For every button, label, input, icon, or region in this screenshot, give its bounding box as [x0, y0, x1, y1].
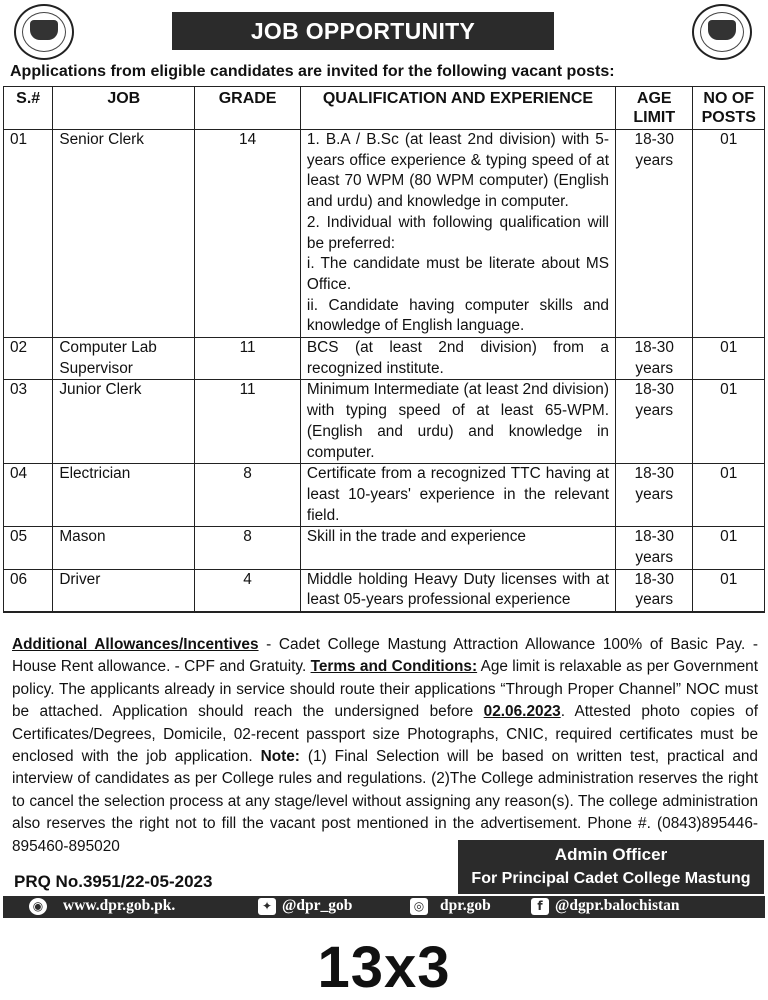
- cell-sno: 06: [4, 569, 53, 612]
- application-deadline: 02.06.2023: [483, 703, 561, 721]
- header-job: JOB: [53, 87, 195, 130]
- page-title: JOB OPPORTUNITY: [172, 12, 554, 50]
- cell-qualification: Skill in the trade and experience: [300, 527, 615, 569]
- globe-icon: ◉: [29, 898, 47, 915]
- qualification-line: i. The candidate must be literate about MS Office.: [306, 255, 609, 293]
- footer-social-bar: [3, 896, 765, 918]
- header-age-line1: AGE: [636, 90, 672, 107]
- table-row: [4, 380, 765, 464]
- signature-institution: For Principal Cadet College Mastung: [471, 870, 751, 887]
- facebook-icon: f: [531, 898, 549, 915]
- cell-job: Electrician: [53, 464, 195, 527]
- cell-sno: 02: [4, 338, 53, 380]
- table-row: [4, 464, 765, 527]
- cell-age-limit: 18-30 years: [615, 569, 693, 612]
- cell-qualification: Certificate from a recognized TTC having at least 10-years' experience in the relevant field.: [300, 464, 615, 527]
- instagram-icon: ◎: [410, 898, 428, 915]
- cell-posts: 01: [693, 569, 765, 612]
- header-qualification: QUALIFICATION AND EXPERIENCE: [300, 87, 615, 130]
- cell-qualification: Minimum Intermediate (at least 2nd division) with typing speed of at least 65-WPM. (English and urdu) and knowledge in computer.: [300, 380, 615, 464]
- qualification-line: ii. Candidate having computer skills and knowledge of English language.: [306, 296, 609, 335]
- cell-sno: 04: [4, 464, 53, 527]
- header-age-line2: LIMIT: [633, 109, 676, 126]
- jobs-table: [3, 86, 765, 613]
- cell-job: Senior Clerk: [53, 130, 195, 338]
- cell-age-limit: 18-30 years: [615, 338, 693, 380]
- cell-job: Junior Clerk: [53, 380, 195, 464]
- footer-website[interactable]: www.dpr.gob.pk.: [63, 897, 176, 914]
- cell-grade: 8: [195, 527, 301, 569]
- cell-grade: 8: [195, 464, 301, 527]
- prq-number: PRQ No.3951/22-05-2023: [14, 872, 213, 891]
- cell-grade: 11: [195, 338, 301, 380]
- cell-sno: 03: [4, 380, 53, 464]
- intro-text: Applications from eligible candidates are invited for the following vacant posts:: [10, 63, 615, 80]
- footer-facebook[interactable]: @dgpr.balochistan: [555, 897, 680, 914]
- cell-posts: 01: [693, 130, 765, 338]
- cell-qualification: Middle holding Heavy Duty licenses with at least 05-years professional experience: [300, 569, 615, 612]
- cell-posts: 01: [693, 338, 765, 380]
- header-age-limit: [615, 87, 693, 130]
- college-logo: [14, 4, 74, 60]
- cell-qualification: BCS (at least 2nd division) from a recognized institute.: [300, 338, 615, 380]
- terms-text: Age limit is relaxable as per Government policy. The applicants already in service should route their applications “Through Proper Channel” NOC must be attached. Application should reach the undersigned before: [12, 658, 758, 721]
- ad-size-label: 13x3: [317, 935, 451, 1000]
- header-posts-line2: POSTS: [701, 109, 756, 126]
- cell-age-limit: 18-30 years: [615, 464, 693, 527]
- header-posts-line1: NO OF: [703, 90, 755, 107]
- cell-grade: 14: [195, 130, 301, 338]
- qualification-line: 1. B.A / B.Sc (at least 2nd division) with 5-years office experience & typing speed of at least 70 WPM (80 WPM computer) (English and urdu) and knowledge in computer.: [306, 131, 609, 211]
- cell-posts: 01: [693, 380, 765, 464]
- table-header-row: [4, 87, 765, 130]
- table-row: [4, 569, 765, 612]
- table-row: [4, 338, 765, 380]
- cell-sno: 05: [4, 527, 53, 569]
- cell-qualification: [300, 130, 615, 338]
- signature-title: Admin Officer: [554, 845, 668, 864]
- cell-posts: 01: [693, 527, 765, 569]
- cell-job: Driver: [53, 569, 195, 612]
- cell-sno: 01: [4, 130, 53, 338]
- terms-text-continued: . Attested photo copies of Certificates/Degrees, Domicile, 02-recent passport size Photographs, CNIC, required certificates must be enclosed with the job application.: [12, 703, 758, 766]
- terms-and-conditions: [12, 634, 758, 858]
- balochistan-govt-emblem: [692, 4, 752, 60]
- header-grade: GRADE: [195, 87, 301, 130]
- cell-posts: 01: [693, 464, 765, 527]
- qualification-line: 2. Individual with following qualification will be preferred:: [306, 213, 609, 252]
- twitter-icon: ✦: [258, 898, 276, 915]
- cell-grade: 4: [195, 569, 301, 612]
- cell-age-limit: 18-30 years: [615, 527, 693, 569]
- allowances-text: - Cadet College Mastung Attraction Allowance 100% of Basic Pay. - House Rent allowance. - CPF and Gratuity.: [12, 636, 758, 676]
- header-no-of-posts: [693, 87, 765, 130]
- table-row: [4, 527, 765, 569]
- footer-instagram[interactable]: dpr.gob: [440, 897, 491, 914]
- cell-age-limit: 18-30 years: [615, 380, 693, 464]
- header-sno: S.#: [4, 87, 53, 130]
- cell-job: Computer Lab Supervisor: [53, 338, 195, 380]
- cell-grade: 11: [195, 380, 301, 464]
- table-row: [4, 130, 765, 338]
- signature-block: [458, 840, 764, 894]
- footer-twitter[interactable]: @dpr_gob: [282, 897, 353, 914]
- cell-job: Mason: [53, 527, 195, 569]
- note-text: (1) Final Selection will be based on written test, practical and interview of candidates as per College rules and regulations. (2)The College administration reserves the right to cancel the selection process at any stage/level without assigning any reason(s). The college administration also reserves the right not to fill the vacant post mentioned in the advertisement. Phone #. (0843)895446-895460-895020: [12, 748, 758, 855]
- note-heading: Note:: [260, 748, 300, 766]
- terms-heading: Terms and Conditions:: [310, 658, 478, 676]
- allowances-heading: Additional Allowances/Incentives: [12, 636, 259, 653]
- cell-age-limit: 18-30 years: [615, 130, 693, 338]
